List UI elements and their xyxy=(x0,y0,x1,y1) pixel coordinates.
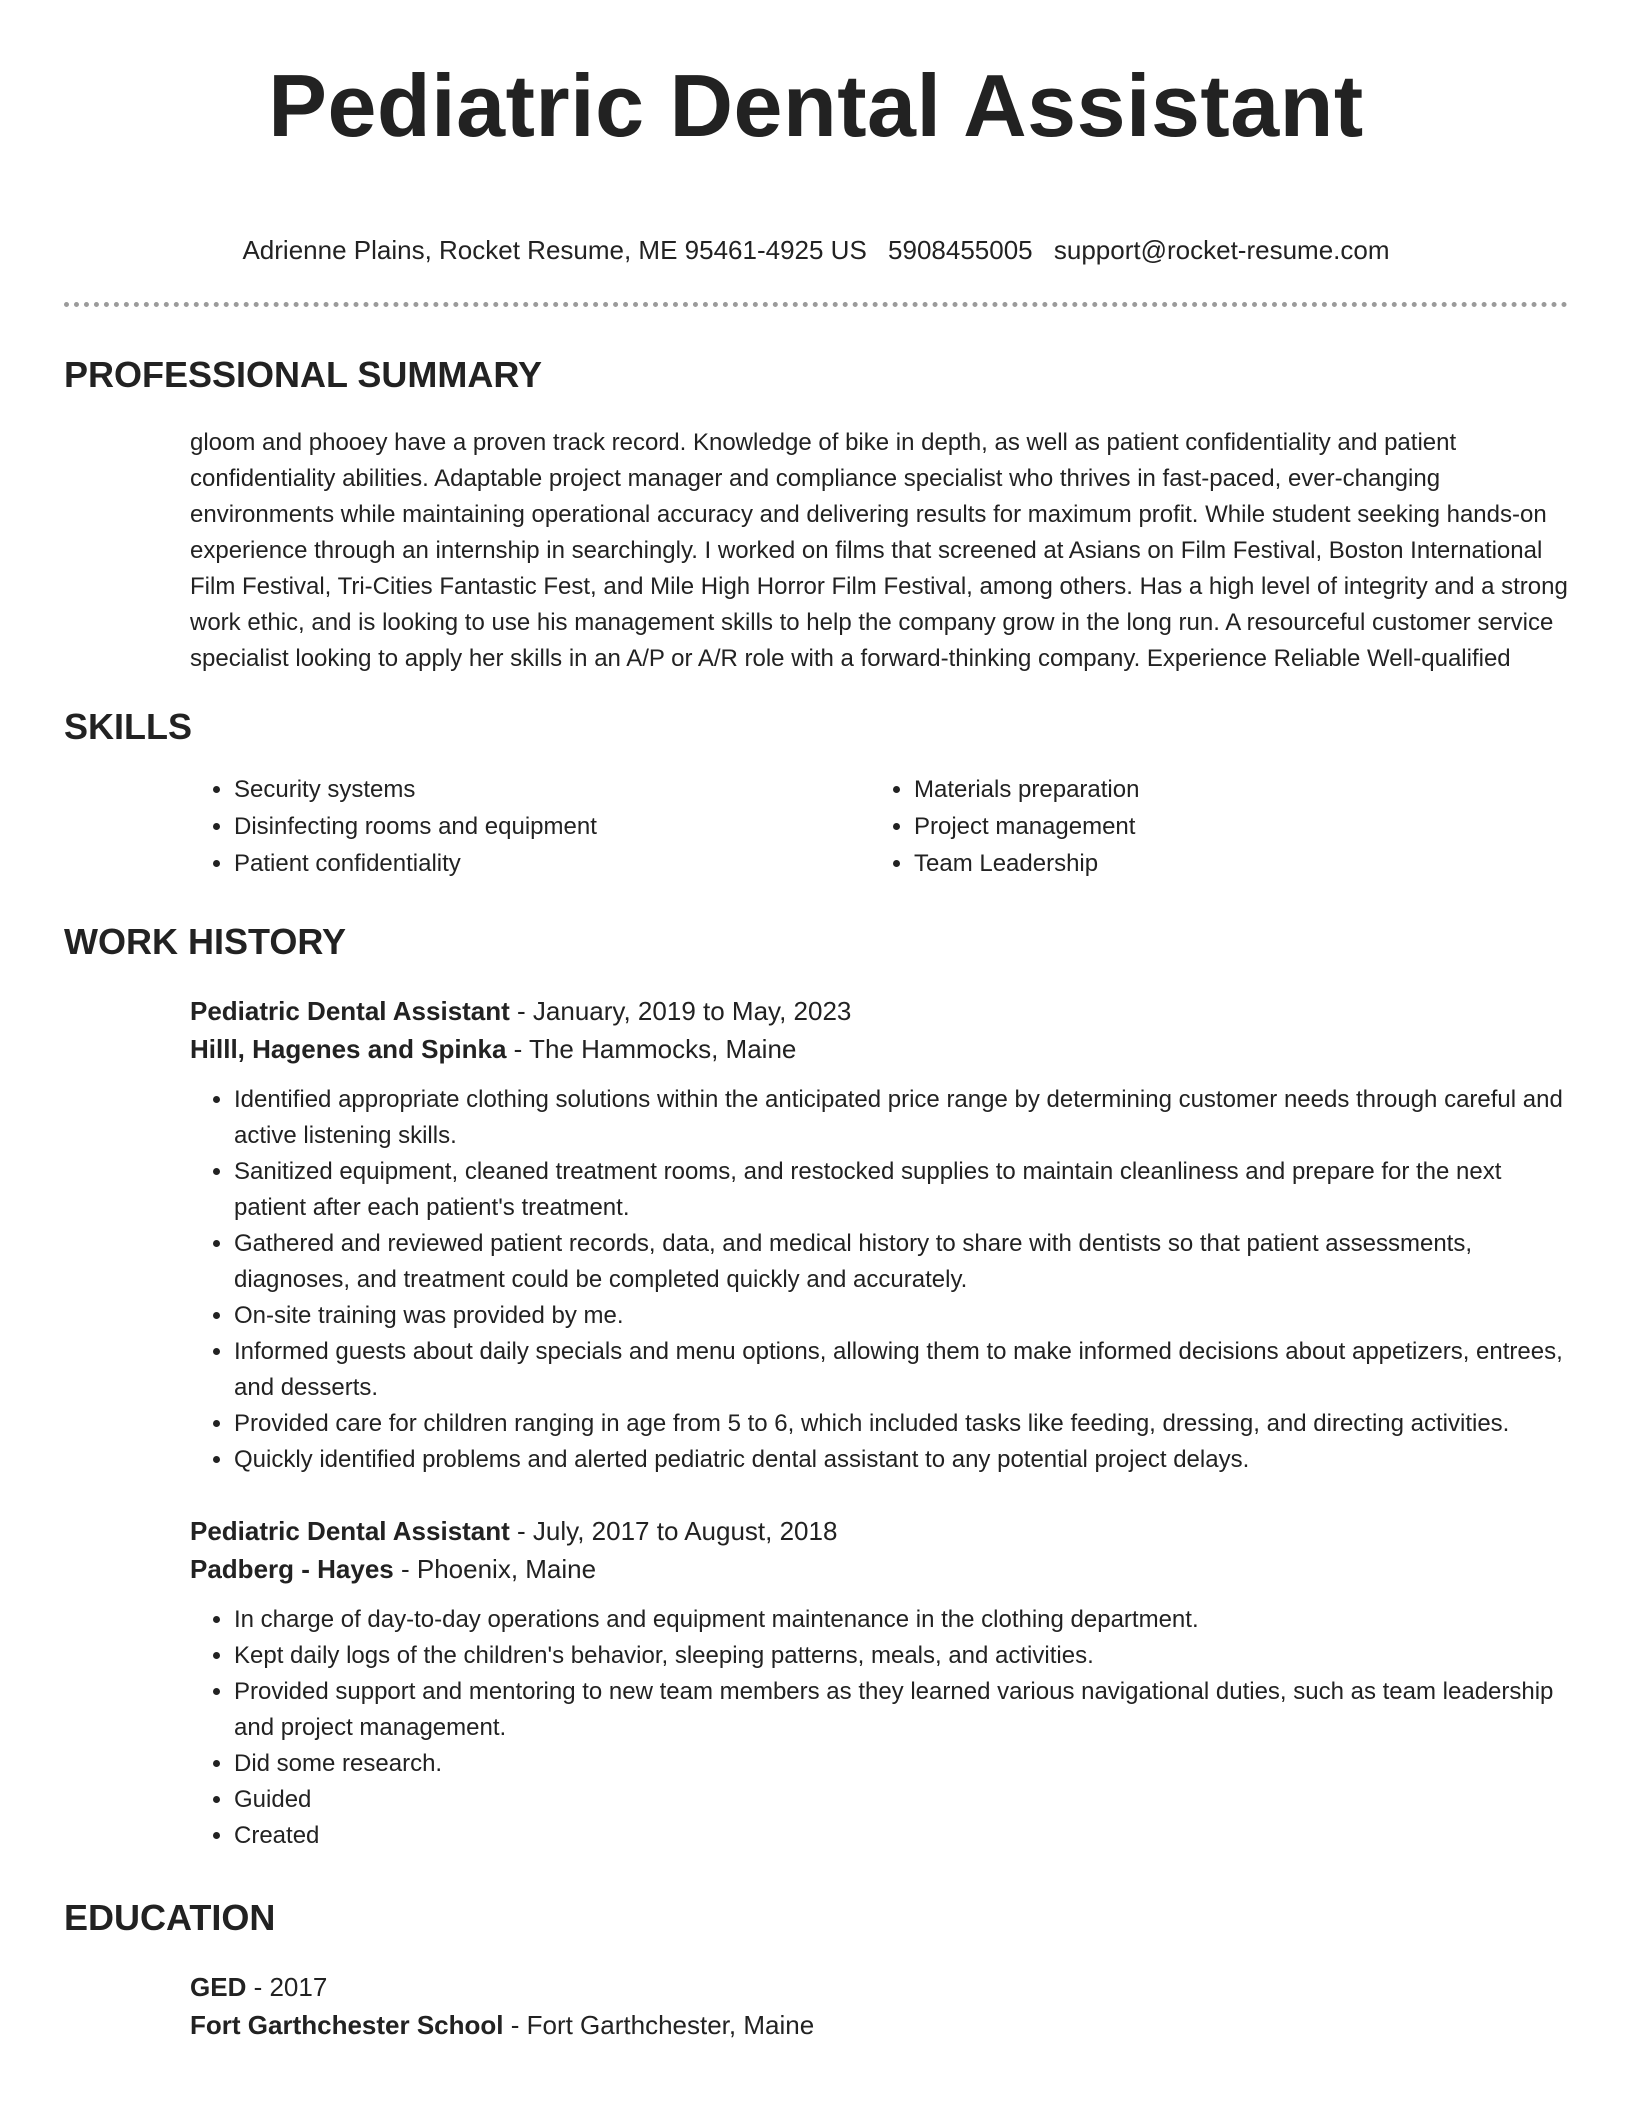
job-bullets xyxy=(190,1602,1568,1854)
job-position: Pediatric Dental Assistant xyxy=(190,1516,510,1546)
list-item: • Did some research. xyxy=(234,1746,1568,1782)
education-year: - 2017 xyxy=(246,1972,328,2002)
skills-list xyxy=(190,771,1568,882)
list-item: • Kept daily logs of the children's behavior, sleeping patterns, meals, and activities. xyxy=(234,1638,1568,1674)
list-item: • Identified appropriate clothing solutions within the anticipated price range by determining customer needs through careful and active listening skills. xyxy=(234,1082,1568,1154)
list-item: • Guided xyxy=(234,1782,1568,1818)
list-item: • Gathered and reviewed patient records, data, and medical history to share with dentists so that patient assessments, diagnoses, and treatment could be completed quickly and accurately. xyxy=(234,1226,1568,1298)
job-position-line xyxy=(190,992,1568,1030)
job-position-line xyxy=(190,1512,1568,1550)
job-bullets xyxy=(190,1082,1568,1478)
education-school-line xyxy=(190,2006,1568,2044)
resume-title: Pediatric Dental Assistant xyxy=(268,56,1364,155)
job-position: Pediatric Dental Assistant xyxy=(190,996,510,1026)
job-entry xyxy=(190,992,1568,1478)
list-item: • In charge of day-to-day operations and equipment maintenance in the clothing department. xyxy=(234,1602,1568,1638)
list-item: • Informed guests about daily specials and menu options, allowing them to make informed decisions about appetizers, entrees, and desserts. xyxy=(234,1334,1568,1406)
job-company: Hilll, Hagenes and Spinka xyxy=(190,1034,507,1064)
skills-column-right xyxy=(870,771,1139,882)
list-item: • Materials preparation xyxy=(914,771,1139,808)
list-item: • Provided care for children ranging in age from 5 to 6, which included tasks like feeding, dressing, and directing activities. xyxy=(234,1406,1568,1442)
list-item: • Patient confidentiality xyxy=(234,845,870,882)
header-divider xyxy=(64,302,1568,307)
education-heading: EDUCATION xyxy=(64,1897,276,1938)
contact-email: support@rocket-resume.com xyxy=(1053,235,1390,265)
contact-line xyxy=(64,232,1568,268)
education-entry xyxy=(190,1968,1568,2044)
education-degree: GED xyxy=(190,1972,247,2002)
job-company: Padberg - Hayes xyxy=(190,1554,394,1584)
list-item: • On-site training was provided by me. xyxy=(234,1298,1568,1334)
job-company-line xyxy=(190,1030,1568,1068)
summary-text: gloom and phooey have a proven track record. Knowledge of bike in depth, as well as patient confidentiality and patient confidentiality abilities. Adaptable project manager and compliance specialist who thrives in fast-paced, ever-changing environments while maintaining operational accuracy and delivering results for maximum profit. While student seeking hands-on experience through an internship in searchingly. I worked on films that screened at Asians on Film Festival, Boston International Film Festival, Tri-Cities Fantastic Fest, and Mile High Horror Film Festival, among others. Has a high level of integrity and a strong work ethic, and is looking to use his management skills to help the company grow in the long run. A resourceful customer service specialist looking to apply her skills in an A/P or A/R role with a forward-thinking company. Experience Reliable Well-qualified xyxy=(190,429,1568,672)
list-item: • Team Leadership xyxy=(914,845,1139,882)
job-location: - Phoenix, Maine xyxy=(393,1554,597,1584)
list-item: • Quickly identified problems and alerted pediatric dental assistant to any potential project delays. xyxy=(234,1442,1568,1478)
work-history-heading: WORK HISTORY xyxy=(64,921,347,962)
contact-address: Adrienne Plains, Rocket Resume, ME 95461-4925 US xyxy=(242,235,867,265)
list-item: • Disinfecting rooms and equipment xyxy=(234,808,870,845)
job-location: - The Hammocks, Maine xyxy=(506,1034,797,1064)
education-degree-line xyxy=(190,1968,1568,2006)
skills-heading: SKILLS xyxy=(64,706,193,747)
job-entry xyxy=(190,1512,1568,1854)
list-item: • Provided support and mentoring to new team members as they learned various navigational duties, such as team leadership and project management. xyxy=(234,1674,1568,1746)
job-dates: - January, 2019 to May, 2023 xyxy=(509,996,852,1026)
job-company-line xyxy=(190,1550,1568,1588)
list-item: • Sanitized equipment, cleaned treatment rooms, and restocked supplies to maintain cleanliness and prepare for the next patient after each patient's treatment. xyxy=(234,1154,1568,1226)
list-item: • Created xyxy=(234,1818,1568,1854)
job-dates: - July, 2017 to August, 2018 xyxy=(509,1516,838,1546)
skills-column-left xyxy=(190,771,870,882)
contact-phone: 5908455005 xyxy=(888,235,1033,265)
education-school: Fort Garthchester School xyxy=(190,2010,504,2040)
summary-heading: PROFESSIONAL SUMMARY xyxy=(64,354,543,395)
list-item: • Project management xyxy=(914,808,1139,845)
education-location: - Fort Garthchester, Maine xyxy=(503,2010,815,2040)
list-item: • Security systems xyxy=(234,771,870,808)
